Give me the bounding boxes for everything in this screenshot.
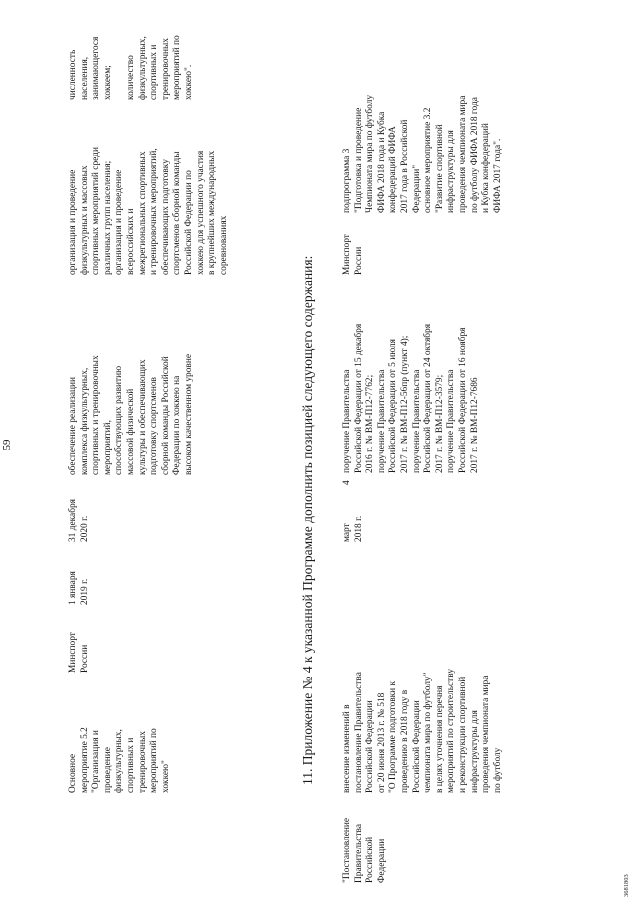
- cell-line: Российской Федерации от 24 октября: [423, 323, 434, 473]
- cell-line: инфраструктуры для: [446, 130, 457, 213]
- cell-line: спортивных и тренировочных: [91, 355, 102, 475]
- section-heading: 11. Приложение № 4 к указанной Программе дополнить позицией следующего содержания:: [300, 255, 315, 785]
- cell-line: способствующих развитию: [114, 365, 125, 475]
- cell-line: в целях уточнения перечня: [434, 685, 445, 793]
- cell-line: инфраструктуры для: [469, 710, 480, 793]
- row1-end-date: [68, 492, 91, 542]
- cell-line: "Подготовка и проведение: [353, 107, 364, 213]
- cell-line: и реконструкции спортивной: [457, 676, 468, 793]
- cell-line: 2019 г.: [79, 578, 90, 605]
- row2-responsible: [342, 215, 365, 275]
- cell-line: мероприятий,: [102, 420, 113, 475]
- page-number: 59: [1, 439, 13, 451]
- row2-act-type: [342, 793, 388, 883]
- cell-line: и Кубка конфедераций: [481, 123, 492, 213]
- cell-line: спортивных мероприятий среди: [91, 147, 102, 275]
- cell-line: организация и проведение: [68, 169, 78, 275]
- cell-line: ФИФА 2017 года".: [492, 138, 503, 213]
- cell-line: хоккею": [160, 760, 171, 793]
- cell-line: Федерации по хоккею на: [172, 375, 183, 475]
- cell-line: подготовку спортсменов: [149, 377, 160, 475]
- cell-line: Российской Федерации от 15 декабря: [353, 323, 364, 473]
- cell-line: обеспечивающих подготовку: [160, 159, 171, 275]
- row2-subprogram: [342, 3, 504, 213]
- cell-line: высоком качественном уровне: [183, 353, 194, 475]
- cell-line: 2016 г. № ВМ-П12-7762;: [365, 374, 376, 473]
- row2-act-content: [342, 595, 504, 793]
- cell-line: физкультурных,: [137, 36, 148, 100]
- cell-line: мероприятий по: [149, 728, 160, 793]
- row1-start-date: [68, 555, 91, 605]
- cell-line: Федерации": [411, 164, 422, 213]
- cell-line: массовой физической: [125, 388, 136, 475]
- row1-main-directions: [68, 100, 230, 275]
- cell-line: России: [353, 246, 364, 275]
- cell-line: конфедераций ФИФА: [388, 126, 399, 213]
- cell-line: Российской Федерации от 16 ноября: [457, 327, 468, 473]
- row1-expected-result: [68, 280, 196, 475]
- cell-line: внесение изменений в: [342, 704, 352, 793]
- cell-line: Российской Федерации по: [183, 170, 194, 275]
- cell-line: постановление Правительства: [353, 672, 364, 793]
- cell-line: Российской Федерации: [365, 700, 376, 793]
- cell-line: проведения чемпионата мира: [481, 675, 492, 793]
- document-code: 3681803: [623, 874, 630, 897]
- cell-line: культуры и обеспечивающих: [137, 359, 148, 475]
- cell-line: населения,: [79, 56, 90, 100]
- cell-line: тренировочных: [160, 38, 171, 100]
- cell-line: организация и проведение: [114, 169, 125, 275]
- cell-line: занимающегося: [91, 36, 102, 100]
- cell-line: ФИФА 2018 года и Кубка: [376, 111, 387, 213]
- cell-line: 2017 г. № ВМ-П12-56пр (пункт 4);: [399, 335, 410, 473]
- cell-line: 2020 г.: [79, 515, 90, 542]
- row1-indicators: [68, 5, 196, 100]
- cell-line: по футболу: [492, 747, 503, 793]
- cell-line: мероприятие 5.2: [79, 727, 90, 793]
- cell-line: [114, 5, 126, 100]
- cell-line: спортивных и: [149, 44, 160, 100]
- cell-line: численность: [68, 49, 78, 100]
- cell-line: поручение Правительства: [411, 369, 422, 473]
- cell-line: подпрограмма 3: [342, 148, 352, 213]
- cell-line: проведения чемпионата мира: [457, 95, 468, 213]
- cell-line: проведение: [102, 747, 113, 793]
- cell-line: хоккею для успешного участия: [195, 150, 206, 275]
- cell-line: Федерации: [376, 838, 387, 883]
- cell-line: поручение Правительства: [376, 369, 387, 473]
- cell-line: Чемпионата мира по футболу: [365, 94, 376, 213]
- cell-line: спортивных и: [125, 737, 136, 793]
- cell-line: Основное: [68, 753, 78, 793]
- cell-line: основное мероприятие 3.2: [423, 107, 434, 213]
- cell-line: хоккею".: [183, 64, 194, 100]
- cell-line: тренировочных: [137, 731, 148, 793]
- cell-line: межрегиональных спортивных: [137, 151, 148, 275]
- cell-line: комплекса физкультурных,: [79, 367, 90, 475]
- cell-line: Российской: [365, 836, 376, 883]
- cell-line: поручение Правительства: [446, 369, 457, 473]
- row1-responsible: [68, 618, 91, 673]
- cell-line: мероприятий по: [172, 35, 183, 100]
- cell-line: "Организация и: [91, 730, 102, 793]
- cell-line: 2017 г. № ВМ-П12-3579;: [434, 374, 445, 473]
- cell-line: от 20 июня 2013 г. № 518: [376, 692, 387, 793]
- cell-line: 2017 года в Российской: [399, 119, 410, 213]
- cell-line: Правительства: [353, 824, 364, 883]
- cell-line: Минспорт: [68, 632, 78, 673]
- cell-line: по футболу ФИФА 2018 года: [469, 97, 480, 213]
- row2-number: [342, 473, 354, 485]
- cell-line: 31 декабря: [68, 499, 78, 542]
- cell-line: количество: [125, 55, 136, 100]
- cell-line: мероприятий по строительству: [446, 668, 457, 793]
- cell-line: "О Программе подготовки к: [388, 680, 399, 793]
- cell-line: России: [79, 644, 90, 673]
- cell-line: 2017 г. № ВМ-П12-7686: [469, 377, 480, 473]
- cell-line: в крупнейших международных: [207, 150, 218, 275]
- cell-line: "Постановление: [342, 817, 352, 883]
- cell-line: проведению в 2018 году в: [399, 689, 410, 793]
- cell-line: сборной команды Российской: [160, 356, 171, 475]
- cell-line: 1 января: [68, 571, 78, 605]
- cell-line: всероссийских и: [125, 208, 136, 275]
- cell-line: Минспорт: [342, 234, 352, 275]
- cell-line: различных групп населения;: [102, 160, 113, 275]
- cell-line: Российской Федерации: [411, 700, 422, 793]
- row2-deadline: [342, 492, 365, 542]
- row2-basis: [342, 278, 481, 473]
- cell-line: 2018 г.: [353, 515, 364, 542]
- row1-measure-name: [68, 673, 172, 793]
- cell-line: хоккеем;: [102, 65, 113, 100]
- cell-line: соревнованиях: [218, 215, 229, 275]
- cell-line: чемпионата мира по футболу": [423, 672, 434, 793]
- cell-line: спортсменов сборной команды: [172, 151, 183, 275]
- cell-line: физкультурных,: [114, 729, 125, 793]
- cell-line: "Развитие спортивной: [434, 124, 445, 213]
- cell-line: март: [342, 523, 352, 542]
- cell-line: Российской Федерации от 5 июля: [388, 339, 399, 473]
- cell-line: и тренировочных мероприятий,: [149, 148, 160, 275]
- cell-line: физкультурных и массовых: [79, 165, 90, 275]
- cell-line: 4: [342, 480, 352, 485]
- cell-line: обеспечение реализации: [68, 376, 78, 475]
- cell-line: поручение Правительства: [342, 369, 352, 473]
